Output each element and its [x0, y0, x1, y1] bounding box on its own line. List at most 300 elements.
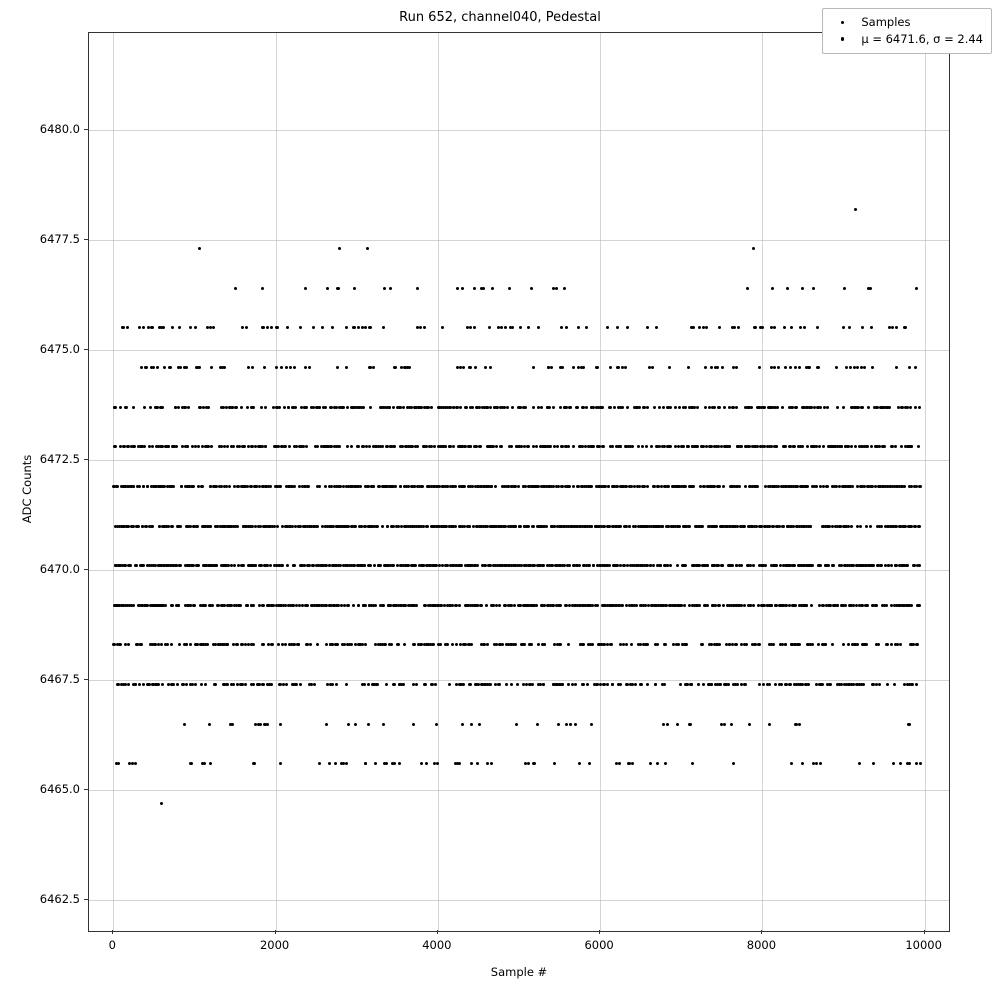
data-point	[135, 564, 138, 567]
data-point	[226, 445, 229, 448]
data-point	[194, 326, 197, 329]
data-point	[423, 326, 426, 329]
y-tick	[84, 899, 88, 900]
x-gridline	[438, 33, 439, 931]
data-point	[286, 564, 289, 567]
x-gridline	[276, 33, 277, 931]
data-point	[781, 406, 784, 409]
data-point	[478, 723, 481, 726]
data-point	[617, 366, 620, 369]
data-point	[572, 485, 575, 488]
data-point	[574, 723, 577, 726]
data-point	[500, 326, 503, 329]
data-point	[223, 366, 226, 369]
data-point	[810, 604, 813, 607]
data-point	[661, 525, 664, 528]
data-point	[637, 445, 640, 448]
y-gridline	[89, 460, 949, 461]
data-point	[748, 723, 751, 726]
data-point	[631, 445, 634, 448]
data-point	[801, 287, 804, 290]
x-tick-label: 6000	[584, 938, 614, 952]
data-point	[801, 762, 804, 765]
data-point	[710, 366, 713, 369]
data-point	[242, 564, 245, 567]
data-point	[324, 485, 327, 488]
data-point	[585, 406, 588, 409]
data-point	[278, 406, 281, 409]
data-point	[179, 525, 182, 528]
data-point	[872, 762, 875, 765]
x-tick-label: 10000	[905, 938, 942, 952]
legend-entry	[831, 31, 983, 48]
data-point	[654, 683, 657, 686]
data-point	[702, 683, 705, 686]
data-point	[286, 326, 289, 329]
data-point	[550, 366, 553, 369]
data-point	[811, 564, 814, 567]
data-point	[635, 604, 638, 607]
x-tick-label: 0	[108, 938, 116, 952]
data-point	[906, 564, 909, 567]
data-point	[504, 326, 507, 329]
y-tick	[84, 789, 88, 790]
data-point	[746, 287, 749, 290]
data-point	[490, 485, 493, 488]
data-point	[491, 287, 494, 290]
data-point	[691, 762, 694, 765]
x-gridline	[113, 33, 114, 931]
data-point	[446, 643, 449, 646]
data-point	[232, 643, 235, 646]
data-point	[206, 643, 209, 646]
data-point	[285, 683, 288, 686]
data-point	[357, 326, 360, 329]
data-point	[847, 643, 850, 646]
data-point	[752, 564, 755, 567]
data-point	[215, 564, 218, 567]
data-point	[489, 683, 492, 686]
data-point	[718, 604, 721, 607]
data-point	[345, 683, 348, 686]
data-point	[831, 643, 834, 646]
data-point	[372, 485, 375, 488]
y-tick	[84, 569, 88, 570]
data-point	[368, 445, 371, 448]
data-point	[611, 445, 614, 448]
data-point	[735, 366, 738, 369]
data-point	[744, 485, 747, 488]
data-point	[454, 485, 457, 488]
data-point	[363, 564, 366, 567]
data-point	[555, 287, 558, 290]
data-point	[461, 287, 464, 290]
data-point	[878, 683, 881, 686]
chart-title: Run 652, channel040, Pedestal	[399, 10, 601, 25]
data-point	[287, 406, 290, 409]
data-point	[732, 762, 735, 765]
data-point	[609, 406, 612, 409]
data-point	[498, 683, 501, 686]
data-point	[137, 525, 140, 528]
data-point	[840, 445, 843, 448]
data-point	[655, 326, 658, 329]
data-point	[461, 723, 464, 726]
data-point	[243, 445, 246, 448]
data-point	[393, 762, 396, 765]
data-point	[459, 406, 462, 409]
data-point	[318, 762, 321, 765]
data-point	[208, 723, 211, 726]
data-point	[577, 366, 580, 369]
data-point	[590, 525, 593, 528]
data-point	[669, 445, 672, 448]
y-tick-label: 6470.0	[39, 562, 80, 577]
data-point	[545, 525, 548, 528]
data-point	[869, 287, 872, 290]
data-point	[710, 643, 713, 646]
data-point	[798, 366, 801, 369]
data-point	[848, 326, 851, 329]
y-tick	[84, 349, 88, 350]
data-point	[189, 326, 192, 329]
data-point	[142, 326, 145, 329]
data-point	[203, 762, 206, 765]
data-point	[132, 485, 135, 488]
data-point	[473, 287, 476, 290]
data-point	[233, 564, 236, 567]
data-point	[489, 366, 492, 369]
data-point	[452, 445, 455, 448]
data-point	[262, 643, 265, 646]
data-point	[331, 683, 334, 686]
data-point	[722, 485, 725, 488]
data-point	[790, 326, 793, 329]
data-point	[462, 683, 465, 686]
data-point	[432, 643, 435, 646]
data-point	[535, 445, 538, 448]
data-point	[485, 604, 488, 607]
data-point	[917, 445, 920, 448]
data-point	[588, 762, 591, 765]
data-point	[829, 683, 832, 686]
data-point	[160, 802, 163, 805]
data-point	[740, 564, 743, 567]
data-point	[495, 445, 498, 448]
data-point	[259, 723, 262, 726]
data-point	[240, 406, 243, 409]
data-point	[683, 604, 686, 607]
data-point	[180, 485, 183, 488]
data-point	[191, 445, 194, 448]
data-point	[185, 683, 188, 686]
data-point	[149, 406, 152, 409]
data-point	[650, 445, 653, 448]
data-point	[226, 643, 229, 646]
data-point	[127, 445, 130, 448]
data-point	[383, 287, 386, 290]
data-point	[895, 366, 898, 369]
data-point	[649, 762, 652, 765]
data-point	[631, 762, 634, 765]
data-point	[266, 723, 269, 726]
data-point	[345, 762, 348, 765]
data-point	[565, 723, 568, 726]
data-point	[530, 643, 533, 646]
data-point	[784, 643, 787, 646]
x-axis-label: Sample #	[490, 965, 548, 979]
data-point	[276, 525, 279, 528]
data-point	[836, 406, 839, 409]
data-point	[167, 445, 170, 448]
data-point	[198, 366, 201, 369]
data-point	[196, 525, 199, 528]
data-point	[364, 326, 367, 329]
data-point	[794, 366, 797, 369]
data-point	[798, 723, 801, 726]
data-point	[908, 762, 911, 765]
data-point	[374, 762, 377, 765]
data-point	[142, 564, 145, 567]
data-point	[530, 287, 533, 290]
y-tick-label: 6465.0	[39, 782, 80, 797]
x-tick	[599, 930, 600, 934]
data-point	[801, 445, 804, 448]
data-point	[867, 406, 870, 409]
data-point	[362, 406, 365, 409]
data-point	[114, 406, 117, 409]
data-point	[883, 445, 886, 448]
data-point	[668, 366, 671, 369]
data-point	[421, 485, 424, 488]
data-point	[157, 683, 160, 686]
data-point	[716, 366, 719, 369]
data-point	[892, 762, 895, 765]
y-gridline	[89, 900, 949, 901]
data-point	[596, 366, 599, 369]
y-gridline	[89, 130, 949, 131]
data-point	[299, 326, 302, 329]
data-point	[626, 326, 629, 329]
data-point	[561, 683, 564, 686]
data-point	[815, 485, 818, 488]
data-point	[338, 445, 341, 448]
data-point	[610, 643, 613, 646]
data-point	[236, 643, 239, 646]
data-point	[899, 762, 902, 765]
data-point	[164, 604, 167, 607]
data-point	[177, 406, 180, 409]
data-point	[674, 406, 677, 409]
data-point	[537, 326, 540, 329]
data-point	[875, 683, 878, 686]
data-point	[743, 525, 746, 528]
data-point	[151, 326, 154, 329]
data-point	[819, 406, 822, 409]
data-point	[582, 683, 585, 686]
data-point	[915, 287, 918, 290]
data-point	[506, 406, 509, 409]
data-point	[651, 366, 654, 369]
data-point	[264, 445, 267, 448]
data-point	[844, 604, 847, 607]
data-point	[197, 485, 200, 488]
data-point	[549, 445, 552, 448]
data-point	[471, 406, 474, 409]
data-point	[187, 406, 190, 409]
data-point	[316, 445, 319, 448]
data-point	[415, 604, 418, 607]
data-point	[336, 643, 339, 646]
data-point	[347, 723, 350, 726]
data-point	[815, 762, 818, 765]
data-point	[542, 683, 545, 686]
data-point	[842, 406, 845, 409]
data-point	[559, 604, 562, 607]
data-point	[842, 643, 845, 646]
data-point	[728, 445, 731, 448]
data-point	[677, 643, 680, 646]
data-point	[733, 326, 736, 329]
data-point	[488, 326, 491, 329]
data-point	[511, 406, 514, 409]
data-point	[132, 604, 135, 607]
data-point	[914, 366, 917, 369]
x-tick	[924, 930, 925, 934]
data-point	[212, 326, 215, 329]
data-point	[277, 643, 280, 646]
data-point	[166, 643, 169, 646]
data-point	[771, 287, 774, 290]
data-point	[171, 525, 174, 528]
data-point	[735, 406, 738, 409]
data-point	[209, 525, 212, 528]
data-point	[416, 445, 419, 448]
data-point	[799, 326, 802, 329]
data-point	[489, 406, 492, 409]
data-point	[271, 643, 274, 646]
y-gridline	[89, 570, 949, 571]
x-gridline	[600, 33, 601, 931]
data-point	[352, 604, 355, 607]
data-point	[210, 366, 213, 369]
data-point	[441, 326, 444, 329]
data-point	[754, 326, 757, 329]
data-point	[422, 525, 425, 528]
data-point	[151, 445, 154, 448]
data-point	[161, 683, 164, 686]
data-point	[843, 287, 846, 290]
data-point	[704, 406, 707, 409]
data-point	[880, 525, 883, 528]
data-point	[856, 366, 859, 369]
data-point	[744, 683, 747, 686]
data-point	[234, 287, 237, 290]
data-point	[634, 683, 637, 686]
data-point	[470, 723, 473, 726]
data-point	[713, 406, 716, 409]
data-point	[590, 485, 593, 488]
data-point	[646, 406, 649, 409]
x-gridline	[925, 33, 926, 931]
data-point	[306, 604, 309, 607]
data-point	[621, 604, 624, 607]
data-point	[908, 366, 911, 369]
data-point	[557, 723, 560, 726]
data-point	[768, 683, 771, 686]
data-point	[764, 564, 767, 567]
data-point	[392, 564, 395, 567]
data-point	[185, 643, 188, 646]
data-point	[252, 643, 255, 646]
data-point	[542, 564, 545, 567]
data-point	[719, 683, 722, 686]
data-point	[297, 643, 300, 646]
data-point	[236, 525, 239, 528]
data-point	[658, 406, 661, 409]
data-point	[569, 406, 572, 409]
data-point	[283, 406, 286, 409]
data-point	[738, 485, 741, 488]
data-point	[490, 762, 493, 765]
data-point	[676, 723, 679, 726]
data-point	[444, 445, 447, 448]
data-point	[210, 445, 213, 448]
data-point	[293, 564, 296, 567]
data-point	[812, 287, 815, 290]
data-point	[780, 683, 783, 686]
data-point	[527, 445, 530, 448]
data-point	[678, 406, 681, 409]
data-point	[308, 366, 311, 369]
y-tick	[84, 129, 88, 130]
data-point	[318, 485, 321, 488]
data-point	[762, 683, 765, 686]
data-point	[321, 326, 324, 329]
data-point	[304, 366, 307, 369]
data-point	[688, 604, 691, 607]
data-point	[246, 406, 249, 409]
data-point	[279, 485, 282, 488]
data-point	[752, 247, 755, 250]
data-point	[247, 366, 250, 369]
data-point	[519, 525, 522, 528]
data-point	[394, 366, 397, 369]
data-point	[468, 525, 471, 528]
data-point	[662, 406, 665, 409]
data-point	[888, 406, 891, 409]
data-point	[619, 683, 622, 686]
data-point	[684, 406, 687, 409]
data-point	[640, 683, 643, 686]
data-point	[138, 326, 141, 329]
data-point	[875, 604, 878, 607]
data-point	[366, 247, 369, 250]
data-point	[758, 643, 761, 646]
data-point	[915, 683, 918, 686]
data-point	[813, 406, 816, 409]
data-point	[190, 762, 193, 765]
legend-marker-dot-icon	[831, 14, 853, 31]
data-point	[334, 762, 337, 765]
data-point	[870, 326, 873, 329]
data-point	[524, 406, 527, 409]
data-point	[761, 326, 764, 329]
data-point	[891, 326, 894, 329]
data-point	[685, 643, 688, 646]
data-point	[363, 683, 366, 686]
data-point	[316, 525, 319, 528]
